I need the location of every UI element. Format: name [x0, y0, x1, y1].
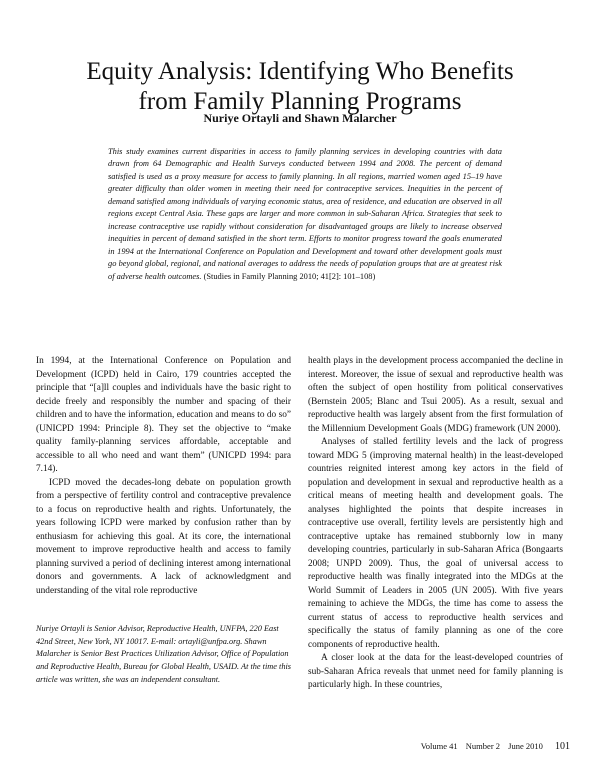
left-column [36, 355, 291, 598]
right-column [308, 355, 563, 693]
paragraph: In 1994, at the International Conference on Population and Development (ICPD) held in Cairo, 179 countries accepted the principle that “[a]ll couples and individuals have the basic right to decide freely and responsibly the number and spacing of their children and to have the information, education and means to do so” (UNICPD 1994: Principle 8). They set the objective to “make quality family-planning services affordable, acceptable and accessible to all who need and want them” (UNICPD 1994: para 7.14). [36, 356, 291, 474]
paragraph: Analyses of stalled fertility levels and the lack of progress toward MDG 5 (improving maternal health) in the least-developed countries reignited interest among key actors in the field of population and development in sexual and reproductive health as a critical means of meeting health and development goals. The analyses highlighted the points that despite increases in contraceptive use overall, fertility levels are persistently high and contraceptive uptake has remained stubbornly low in many developing countries, particularly in sub-Saharan Africa (Bongaarts 2008; UNPD 2009). Thus, the goal of universal access to reproductive health was finally integrated into the MDGs at the World Summit of Leaders in 2005 (UN 2005). With five years remaining to achieve the MDGs, the time has come to assess the current status of access to reproductive health services and specifically the status of family planning as one of the core components of reproductive health. [308, 437, 563, 650]
number-label: Number 2 [465, 741, 501, 751]
paragraph: health plays in the development process accompanied the decline in interest. Moreover, the issue of sexual and reproductive health was often the subject of open hostility from political conservatives (Bernstein 2005; Blanc and Tsui 2005). As a result, sexual and reproductive health was largely absent from the first formulation of the Millennium Development Goals (MDG) framework (UN 2000). [308, 356, 563, 434]
author-byline: Nuriye Ortayli and Shawn Malarcher [203, 111, 397, 125]
page-footer [415, 741, 570, 752]
volume-label: Volume 41 [420, 741, 458, 751]
title-line-2: from Family Planning Programs [138, 87, 462, 115]
title-line-1: Equity Analysis: Identifying Who Benefits [86, 57, 514, 85]
page-number: 101 [555, 741, 570, 752]
abstract [108, 146, 502, 283]
citation: (Studies in Family Planning 2010; 41[2]: 101–108) [203, 271, 376, 281]
article-title [40, 57, 560, 117]
date-label: June 2010 [508, 741, 543, 751]
paragraph: ICPD moved the decades-long debate on population growth from a perspective of fertility control and contraceptive prevalence to a focus on reproductive health and rights. Unfortunately, the years following ICPD were marked by confusion rather than by enthusiasm for achieving this goal. At its core, the international movement to improve reproductive health and access to family planning survived a period of declining interest among international donors and governments. A lack of acknowledgment and understanding of the vital role reproductive [36, 477, 291, 596]
paragraph: A closer look at the data for the least-developed countries of sub-Saharan Africa reveals that unmet need for family planning is particularly high. In these countries, [308, 653, 563, 690]
author-footnote: Nuriye Ortayli is Senior Advisor, Reproductive Health, UNFPA, 220 East 42nd Street, New York, NY 10017. E-mail: ortayli@unfpa.org. Shawn Malarcher is Senior Best Practices Utilization Advisor, Office of Population and Reproductive Health, Bureau for Global Health, USAID. At the time this article was written, she was an independent consultant. [36, 624, 292, 684]
abstract-text: This study examines current disparities in access to family planning services in developing countries with data drawn from 64 Demographic and Health Surveys conducted between 1994 and 2008. The percent of demand satisfied is used as a proxy measure for access to family planning. In all regions, married women aged 15–19 have greater difficulty than older women in meeting their need for contraceptive services. Inequities in the percent of demand satisfied among individuals of varying economic status, area of residence, and education are observed in all regions except Central Asia. These gaps are larger and more common in sub-Saharan Africa. Strategies that seek to increase contraceptive use rapidly without consideration for disadvantaged groups are likely to increase observed inequities in percent of demand satisfied in the short term. Efforts to monitor progress toward the goals enumerated in 1994 at the International Conference on Population and Development and toward other development goals must go beyond global, regional, and national averages to address the needs of population groups that are at greatest risk of adverse health outcomes. [108, 147, 502, 281]
